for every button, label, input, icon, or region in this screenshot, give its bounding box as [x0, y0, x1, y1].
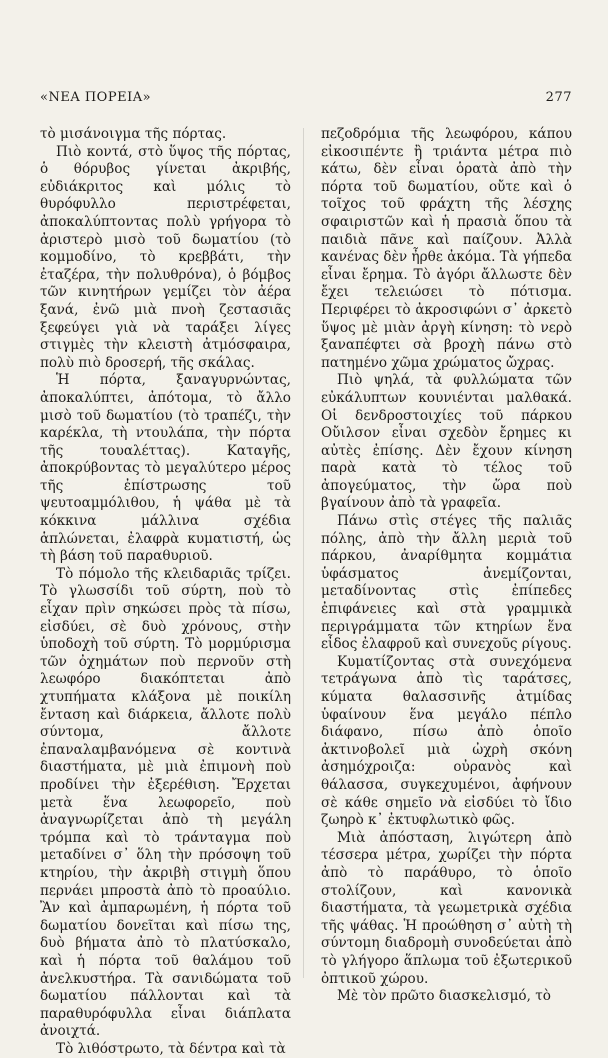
page-number: 277 [545, 90, 572, 105]
right-column [321, 126, 572, 1005]
paragraph: Μὲ τὸν πρῶτο διασκελισμό, τὸ [337, 988, 551, 1005]
paragraph: πεζοδρόμια τῆς λεωφόρου, κάπου εἰκοσιπέντε ἢ τριάντα μέτρα πιὸ κάτω, δὲν εἶναι ὁρατὰ ἀπὸ τὴν πόρτα τοῦ δωματίου, οὔτε καὶ ὁ τοῖχος τοῦ φράχτη τῆς λέσχης σφαιριστῶν καὶ ἡ πρασιὰ ὅπου τὰ παιδιὰ πᾶνε καὶ παίζουν. Ἀλλὰ κανένας δὲν ἦρθε ἀκόμα. Τὰ γήπεδα εἶναι ἔρημα. Τὸ ἀγόρι ἄλλωστε δὲν ἔχει τελειώσει τὸ πότισμα. Περιφέρει τὸ ἀκροσιφώνι σ᾿ ἀρκετὸ ὕψος μὲ μιὰν ἀργὴ κίνηση: τὸ νερὸ ξαναπέφτει σὰ βροχὴ πάνω στὸ πατημένο χῶμα χρώματος ὤχρας. [321, 126, 572, 371]
paragraph: Κυματίζοντας στὰ συνεχόμενα τετράγωνα ἀπὸ τὶς ταράτσες, κύματα θαλασσινῆς ἀτμίδας ὑφαίνουν ἕνα μεγάλο πέπλο διάφανο, πίσω ἀπὸ ὁποῖο ἀκτινοβολεῖ μιὰ ὠχρὴ σκόνη ἀσημόχροιζα: οὐρανὸς καὶ θάλασσα, συγκεχυμένοι, ἀφήνουν σὲ κάθε σημεῖο νὰ εἰσδύει τὸ ἴδιο ζωηρὸ κ᾿ ἐκτυφλωτικὸ φῶς. [321, 653, 572, 829]
paragraph: Τὸ λιθόστρωτο, τὰ δέντρα καὶ τὰ [56, 1040, 286, 1057]
paragraph: Πάνω στὶς στέγες τῆς παλιᾶς πόλης, ἀπὸ τὴν ἄλλη μεριὰ τοῦ πάρκου, ἀναρίθμητα κομμάτια ὑφάσματος ἀνεμίζονται, μεταδίνοντας στὶς ἐπίπεδες ἐπιφάνειες καὶ στὰ γραμμικὰ περιγράμματα τῶν κτηρίων ἕνα εἶδος ἐλαφροῦ καὶ συνεχοῦς ρίγους. [321, 513, 572, 653]
paragraph: Πιὸ ψηλά, τὰ φυλλώματα τῶν εὐκάλυπτων κουνιένται μαλθακά. Οἱ δενδροστοιχίες τοῦ πάρκου Οὔιλσον εἶναι σχεδὸν ἔρημες κι αὐτὲς ἐπίσης. Δὲν ἔχουν κίνηση παρὰ κατὰ τὸ τέλος τοῦ ἀπογεύματος, τὴν ὥρα ποὺ βγαίνουν ἀπὸ τὰ γραφεῖα. [321, 372, 572, 512]
running-title: «ΝΕΑ ΠΟΡΕΙΑ» [40, 90, 152, 105]
paragraph: Πιὸ κοντά, στὸ ὕψος τῆς πόρτας, ὁ θόρυβος γίνεται ἀκριβής, εὐδιάκριτος καὶ μόλις τὸ θυρόφυλλο περιστρέφεται, ἀποκαλύπτοντας πολὺ γρήγορα τὸ ἀριστερὸ μισὸ τοῦ δωματίου (τὸ κομμοδίνο, τὸ κρεββάτι, τὴν ἐταζέρα, τὴν πολυθρόνα), ὁ βόμβος τῶν κινητήρων γεμίζει τὸν ἀέρα ξανά, ἐνῶ μιὰ πνοὴ ζεστασιᾶς ξεφεύγει γιὰ νὰ ταράξει λίγες στιγμὲς τὴν κλειστὴ ἀτμόσφαιρα, πολὺ πιὸ δροσερή, τῆς σκάλας. [40, 143, 291, 371]
paragraph: Τὸ πόμολο τῆς κλειδαριᾶς τρίζει. Τὸ γλωσσίδι τοῦ σύρτη, ποὺ τὸ εἶχαν πρὶν σηκώσει πρὸς τὰ πίσω, εἰσδύει, σὲ δυὸ χρόνους, στὴν ὑποδοχὴ τοῦ σύρτη. Τὸ μορμύρισμα τῶν ὀχημάτων ποὺ περνοῦν στὴ λεωφόρο διακόπτεται ἀπὸ χτυπήματα κλάξονα μὲ ποικίλη ἔνταση καὶ διάρκεια, ἄλλοτε πολὺ σύντομα, ἄλλοτε ἐπαναλαμβανόμενα σὲ κοντινὰ διαστήματα, μὲ μιὰ ἐπιμονὴ ποὺ προδίνει τὴν ἐξερέθιση. Ἔρχεται μετὰ ἕνα λεωφορεῖο, ποὺ ἀναγνωρίζεται ἀπὸ τὴ μεγάλη τρόμπα καὶ τὸ τράνταγμα ποὺ μεταδίνει σ᾿ ὅλη τὴν πρόσοψη τοῦ κτηρίου, τὴν ἀκριβὴ στιγμὴ ὅπου περνάει μπροστὰ ἀπὸ τὸ προαύλιο. Ἂν καὶ ἀμπαρωμένη, ἡ πόρτα τοῦ δωματίου δονεῖται καὶ πίσω της, δυὸ βήματα ἀπὸ τὸ πλατύσκαλο, καὶ ἡ πόρτα τοῦ θαλάμου τοῦ ἀνελκυστήρα. Τὰ σανιδώματα τοῦ δωματίου πάλλονται καὶ τὰ παραθυρόφυλλα εἶναι διάπλατα ἀνοιχτά. [40, 565, 291, 1040]
paragraph: τὸ μισάνοιγμα τῆς πόρτας. [40, 126, 227, 142]
paragraph: Ἡ πόρτα, ξαναγυρνώντας, ἀποκαλύπτει, ἀπότομα, τὸ ἄλλο μισὸ τοῦ δωματίου (τὸ τραπέζι, τὴν καρέκλα, τὴ ντουλάπα, τὴν πόρτα τῆς τουαλέττας). Καταγῆς, ἀποκρύβοντας τὸ μεγαλύτερο μέρος τῆς ἐπίστρωσης τοῦ ψευτοαμμόλιθου, ἡ ψάθα μὲ τὰ κόκκινα μάλλινα σχέδια ἁπλώνεται, ἐλαφρὰ κυματιστή, ὡς τὴ βάση τοῦ παραθυριοῦ. [40, 372, 291, 565]
left-column [40, 126, 291, 1057]
text-columns [40, 126, 572, 1057]
paragraph: Μιὰ ἀπόσταση, λιγώτερη ἀπὸ τέσσερα μέτρα, χωρίζει τὴν πόρτα ἀπὸ τὸ παράθυρο, τὸ ὁποῖο στολίζουν, καὶ κανονικὰ διαστήματα, τὰ γεωμετρικὰ σχέδια τῆς ψάθας. Ἡ προώθηση σ᾿ αὐτὴ τὴ σύντομη διαδρομὴ συνοδεύεται ἀπὸ τὸ γλήγορο ἅπλωμα τοῦ ἐξωτερικοῦ ὀπτικοῦ χώρου. [321, 829, 572, 987]
running-header [40, 90, 572, 105]
